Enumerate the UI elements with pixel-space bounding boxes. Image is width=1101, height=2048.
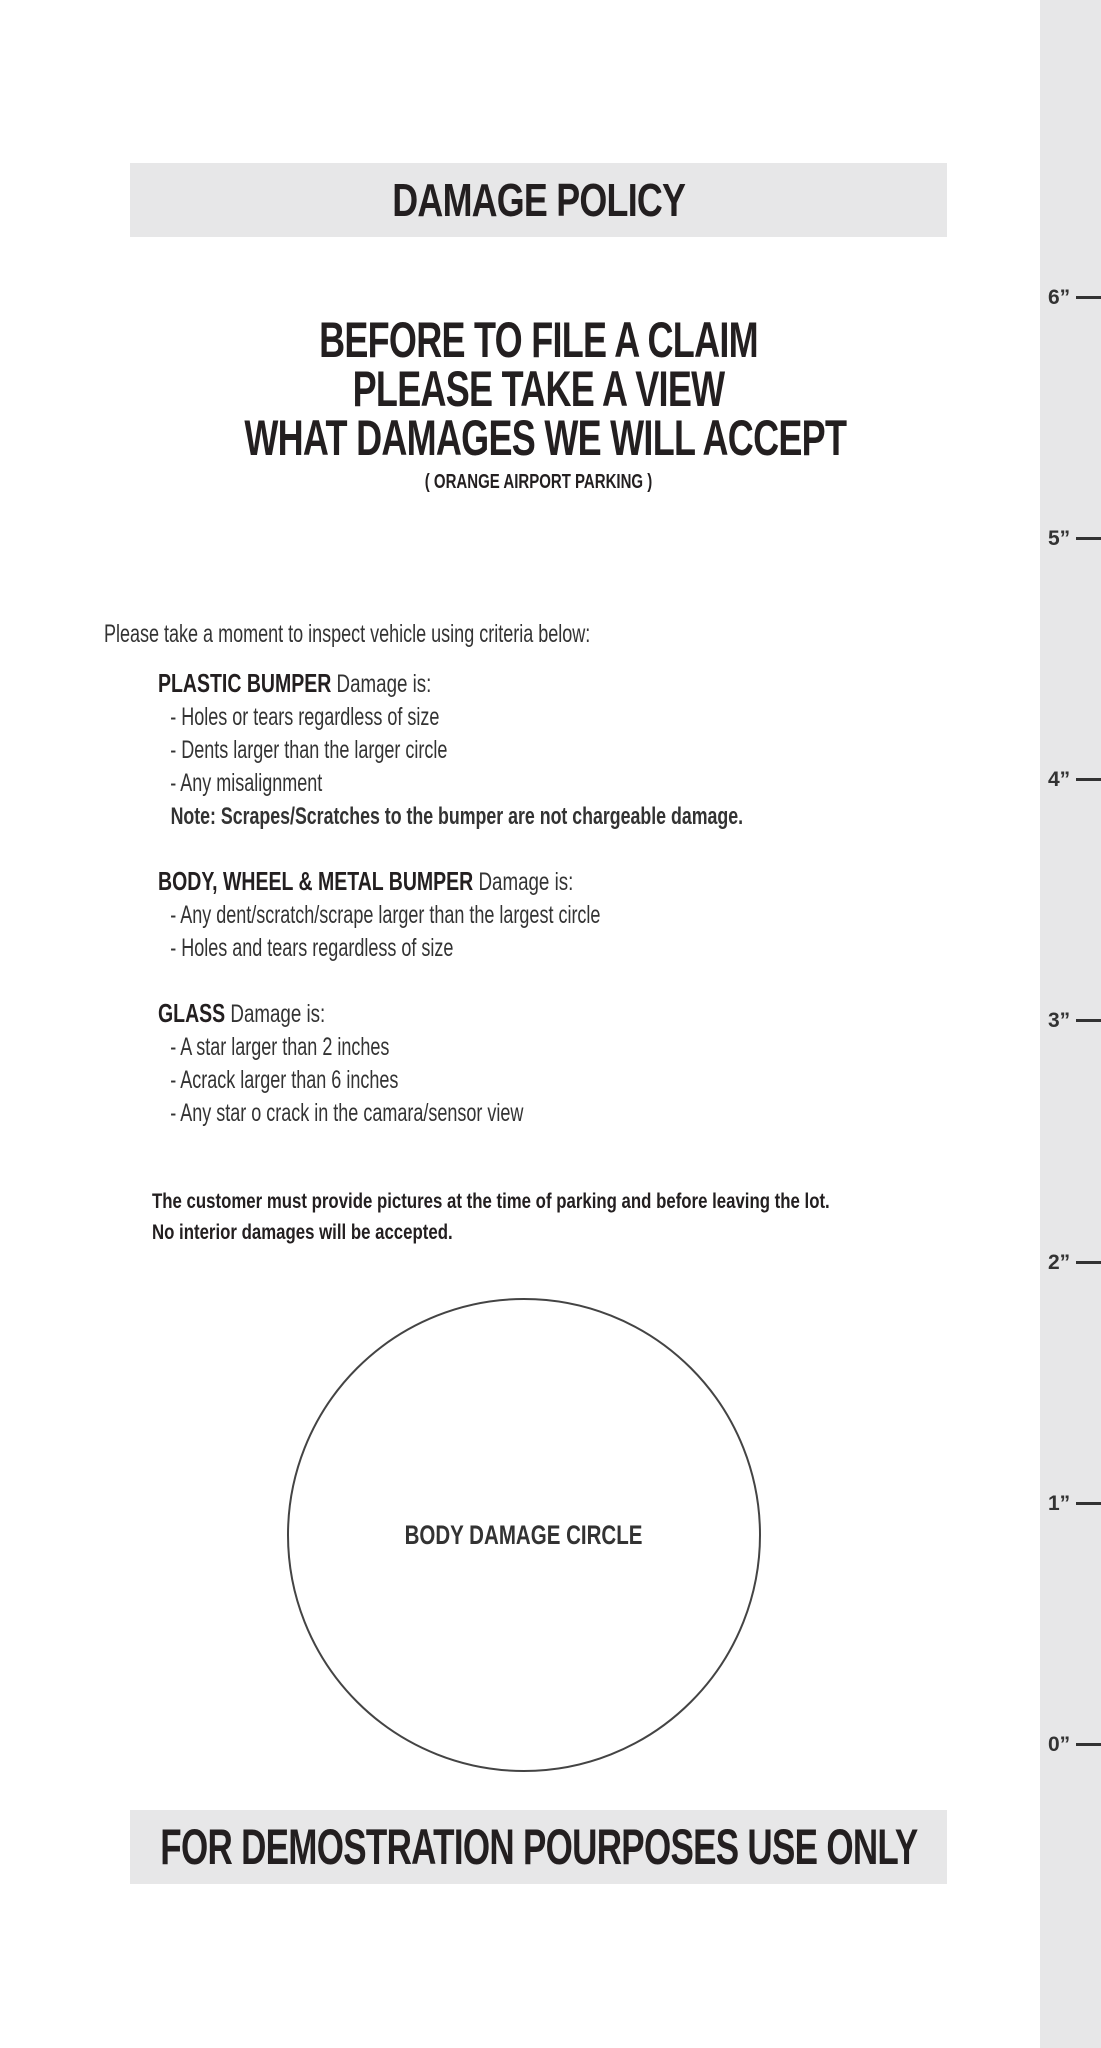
section-plastic-bumper (158, 667, 918, 833)
section-heading (158, 865, 728, 899)
ruler-tick-line (1076, 1019, 1101, 1022)
ruler-tick-line (1076, 1261, 1101, 1264)
list-item: - A star larger than 2 inches (170, 1033, 390, 1061)
headline-line-1: BEFORE TO FILE A CLAIM (319, 312, 758, 368)
ruler-tick-line (1076, 1502, 1101, 1505)
ruler-tick-label: 0” (1048, 1733, 1071, 1756)
customer-note (152, 1186, 830, 1248)
page-title: DAMAGE POLICY (392, 174, 685, 226)
footer-band (130, 1810, 947, 1884)
ruler-tick-label: 5” (1048, 527, 1071, 550)
ruler-tick-3 (1040, 1006, 1101, 1036)
inch-ruler (1040, 0, 1101, 2048)
headline-line-2: PLEASE TAKE A VIEW (352, 361, 725, 417)
section-title: BODY, WHEEL & METAL BUMPER (158, 866, 474, 896)
section-title: GLASS (158, 998, 226, 1028)
ruler-tick-label: 3” (1048, 1009, 1071, 1032)
header-band (130, 163, 947, 237)
section-heading (158, 667, 728, 701)
list-item: - Acrack larger than 6 inches (170, 1066, 399, 1094)
headline (130, 312, 947, 494)
headline-line-3: WHAT DAMAGES WE WILL ACCEPT (244, 410, 847, 466)
ruler-tick-0 (1040, 1730, 1101, 1760)
list-item: - Holes or tears regardless of size (170, 703, 440, 731)
ruler-tick-2 (1040, 1248, 1101, 1278)
ruler-tick-line (1076, 296, 1101, 299)
ruler-tick-line (1076, 537, 1101, 540)
body-damage-circle (287, 1298, 761, 1772)
section-suffix: Damage is: (478, 868, 574, 896)
section-heading (158, 997, 728, 1031)
customer-note-line-1: The customer must provide pictures at the time of parking and before leaving the lot. (152, 1190, 830, 1213)
ruler-tick-label: 1” (1048, 1492, 1071, 1515)
ruler-tick-5 (1040, 524, 1101, 554)
headline-subtitle: ( ORANGE AIRPORT PARKING ) (424, 471, 653, 493)
section-suffix: Damage is: (230, 1000, 326, 1028)
footer-text: FOR DEMOSTRATION POURPOSES USE ONLY (159, 1819, 918, 1875)
list-item: - Dents larger than the larger circle (170, 736, 448, 764)
list-item: - Any dent/scratch/scrape larger than the largest circle (170, 901, 601, 929)
ruler-tick-1 (1040, 1489, 1101, 1519)
intro-text: Please take a moment to inspect vehicle using criteria below: (104, 620, 591, 648)
list-item: - Holes and tears regardless of size (170, 934, 454, 962)
list-item: - Any star o crack in the camara/sensor view (170, 1099, 524, 1127)
ruler-tick-label: 2” (1048, 1251, 1071, 1274)
circle-label: BODY DAMAGE CIRCLE (405, 1519, 643, 1550)
section-note: Note: Scrapes/Scratches to the bumper are not chargeable damage. (170, 803, 744, 830)
ruler-tick-line (1076, 1743, 1101, 1746)
section-glass (158, 997, 918, 1130)
ruler-tick-label: 4” (1048, 768, 1071, 791)
section-title: PLASTIC BUMPER (158, 668, 332, 698)
list-item: - Any misalignment (170, 769, 323, 797)
section-body-wheel-metal-bumper (158, 865, 918, 965)
ruler-tick-label: 6” (1048, 286, 1071, 309)
ruler-tick-line (1076, 778, 1101, 781)
ruler-tick-6 (1040, 283, 1101, 313)
section-suffix: Damage is: (336, 670, 432, 698)
customer-note-line-2: No interior damages will be accepted. (152, 1221, 453, 1244)
ruler-tick-4 (1040, 765, 1101, 795)
